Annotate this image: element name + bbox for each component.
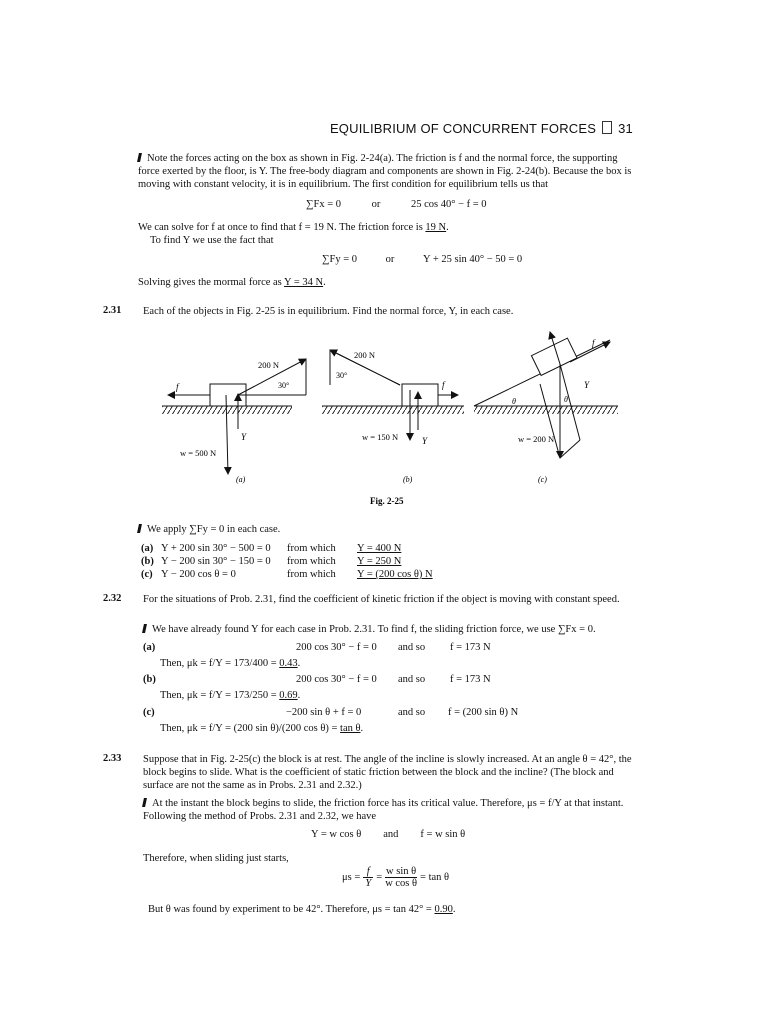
fig-b-label: (b) [403,475,413,484]
fig-a-angle: 30° [278,381,290,390]
p233-eq-components: Y = w cos θ and f = w sin θ [311,829,466,840]
figure-b [322,350,464,484]
p231-row-c: (c) Y − 200 cos θ = 0 from which Y = (200 cos θ) N [141,569,433,580]
answer-normal: Y = 34 N [284,277,324,288]
p232-then-a: Then, μk = f/Y = 173/400 = 0.43. [160,658,301,669]
problem-statement: For the situations of Prob. 2.31, find the coefficient of kinetic friction if the object is moving with constant speed. [143,594,620,605]
box-glyph-icon [602,121,612,134]
problem-number: 2.31 [103,305,122,316]
running-header [330,121,633,136]
p232-solution: We have already found Y for each case in Prob. 2.31. To find f, the sliding friction force, we use ∑Fx = 0. [143,623,643,636]
p231-solution: We apply ∑Fy = 0 in each case. [138,523,638,536]
eq-sum-fy: ∑Fy = 0 or Y + 25 sin 40° − 50 = 0 [322,254,523,265]
svg-text:Y: Y [241,432,247,442]
p231-row-b: (b) Y − 200 sin 30° − 150 = 0 from which Y = 250 N [141,556,402,567]
figure-2-25 [140,330,640,520]
p233-solution: At the instant the block begins to slide, the friction force has its critical value. Therefore, μs = f/Y at that instant. Following the method of Probs. 2.31 and 2.32, we have [143,798,624,822]
figure-caption: Fig. 2-25 [370,496,404,506]
svg-text:θ: θ [512,397,516,406]
solution-marker-icon [137,153,142,162]
problem-statement: Suppose that in Fig. 2-25(c) the block is at rest. The angle of the incline is slowly increased. At an angle θ = 42°, the block begins to slide. What is the coefficient of static friction between the block and the incline? (The block and surface are not the same as in Probs. 2.31 and 2.32.) [143,754,632,791]
figure-c [474,332,618,484]
svg-text:θ: θ [564,395,568,404]
p232-then-b: Then, μk = f/Y = 173/250 = 0.69. [160,690,301,701]
problem-number: 2.33 [103,753,122,764]
problem-statement: Each of the objects in Fig. 2-25 is in equilibrium. Find the normal force, Y, in each case. [143,306,514,317]
solution-marker-icon [142,624,147,633]
fig-a-force: 200 N [258,360,280,370]
fraction-f-over-y: $\frac{f}{Y}$ [363,866,373,889]
eq-sum-fx: ∑Fx = 0 or 25 cos 40° − f = 0 [306,199,487,210]
p233-fraction-eq: μs = $\frac{f}{Y}$ = $\frac{\text{w sin θ}}{\text{w cos θ}}$ = tan θ [342,866,450,889]
page-number: 31 [618,121,633,136]
svg-text:f: f [442,380,445,390]
p231-row-a: (a) Y + 200 sin 30° − 500 = 0 from which Y = 400 N [141,543,402,554]
solution-marker-icon [142,798,147,807]
page: EQUILIBRIUM OF CONCURRENT FORCES 31 Note the forces acting on the box as shown in Fig. 2-24(a). The friction is f and the normal force, the supporting force exerted by the floor, is Y. The free-body diagram and components are shown in Fig. 2-24(b). Because the box is moving with constant velocity, it is in equilibrium. The first condition for equilibrium tells us that ∑Fx = 0 or 25 cos 40° − f = 0 We can solve for f at once to find that f = 19 N. The friction force is 19 N. To find Y we use the fact that ∑Fy = 0 or Y + 25 sin 40° − 50 = 0 Solving gives the mormal force as Y = 34 N. 2.31 Each of the objects in Fig. 2-25 is in equilibrium. Find the normal force, Y, in each case. 200 N 30° f Y w = 500 N (a) 200 N 30° f Y w = 150 N (b) f Y θ θ w = 200 N (c) Fig. 2-25 We apply ∑Fy = 0 in each case. (a) Y + 200 sin 30° − 500 = 0 from which Y = 400 N (b) Y − 200 sin 30° − 150 = 0 from which Y = 250 N (c) Y − 200 cos θ = 0 from which Y = (200 cos θ) N 2.32 For the situations of Prob. 2.31, find the coefficient of kinetic friction if the object is moving with constant speed. We have already found Y for each case in Prob. 2.31. To find f, the sliding friction force, we use ∑Fx = 0. (a) 200 cos 30° − f = 0 and so f = 173 N Then, μk = f/Y = 173/400 = 0.43. (b) 200 cos 30° − f = 0 and so f = 173 N Then, μk = f/Y = 173/250 = 0.69. (c) −200 sin θ + f = 0 and so f = (200 sin θ) N Then, μk = f/Y = (200 sin θ)/(200 cos θ) = tan θ. 2.33 Suppose that in Fig. 2-25(c) the block is at rest. The angle of the incline is slowly increased. At an angle θ = 42°, the block begins to slide. What is the coefficient of static friction between the block and the incline? (The block and surface are not the same as in Probs. 2.31 and 2.32.) At the instant the block begins to slide, the friction force has its critical value. Therefore, μs = f/Y at that instant. Following the method of Probs. 2.31 and 2.32, we have Y = w cos θ and f = w sin θ Therefore, when sliding just starts, μs = $\frac{f}{Y}$ = $\frac{\text{w sin θ}}{\text{w cos θ}}$ = tan θ But θ was found by experiment to be 42°. Therefore, μs = tan 42° = 0.90. [0,0,768,1024]
p233-final: But θ was found by experiment to be 42°. Therefore, μs = tan 42° = 0.90. [148,904,456,915]
fig-b-angle: 30° [336,371,348,380]
intro-paragraph: Note the forces acting on the box as shown in Fig. 2-24(a). The friction is f and the normal force, the supporting force exerted by the floor, is Y. The free-body diagram and components are shown in Fig. 2-24(b). Because the box is moving with constant velocity, it is in equilibrium. The first condition for equilibrium tells us that [138,153,632,190]
fraction-sin-over-cos: $\frac{\text{w sin θ}}{\text{w cos θ}}$ [385,866,418,889]
svg-text:Y: Y [584,380,590,390]
intro-paragraph-2: We can solve for f at once to find that f = 19 N. The friction force is 19 N. To find Y we use the fact that [138,222,449,246]
problem-number: 2.32 [103,593,122,604]
svg-text:Y: Y [422,436,428,446]
fig-a-label: (a) [236,475,246,484]
figure-a [162,359,306,484]
fig-c-weight: w = 200 N [518,434,555,444]
svg-text:f: f [592,338,595,348]
fig-c-label: (c) [538,475,547,484]
answer-static-friction: 0.90 [434,904,453,915]
intro-paragraph-3: Solving gives the mormal force as Y = 34 N. [138,277,326,288]
fig-b-weight: w = 150 N [362,432,399,442]
svg-text:f: f [176,382,179,392]
solution-marker-icon [137,524,142,533]
header-title: EQUILIBRIUM OF CONCURRENT FORCES [329,121,597,136]
p232-eq-b: 200 cos 30° − f = 0 and so f = 173 N [296,674,491,685]
p232-then-c: Then, μk = f/Y = (200 sin θ)/(200 cos θ) = tan θ. [160,723,364,734]
p233-therefore: Therefore, when sliding just starts, [143,853,289,864]
p232-eq-c: −200 sin θ + f = 0 and so f = (200 sin θ) N [286,707,519,718]
fig-b-force: 200 N [354,350,376,360]
answer-friction: 19 N [425,222,447,233]
fig-a-weight: w = 500 N [180,448,217,458]
p232-eq-a: 200 cos 30° − f = 0 and so f = 173 N [296,642,491,653]
